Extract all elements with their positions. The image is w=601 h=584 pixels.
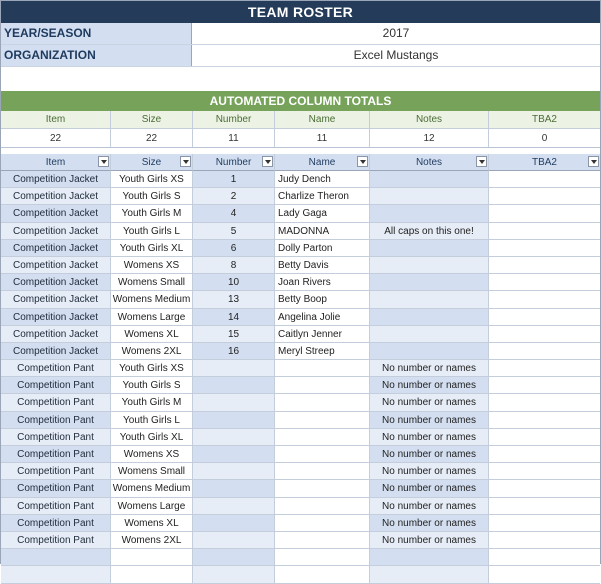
cell-tba2[interactable] [489,223,600,240]
cell-number[interactable]: 10 [193,274,275,291]
table-row [1,171,600,188]
cell-name[interactable] [275,480,370,497]
cell-notes[interactable] [370,343,489,360]
cell-item[interactable]: Competition Jacket [1,274,111,291]
cell-notes[interactable] [370,274,489,291]
column-header-number [193,154,275,171]
cell-item[interactable]: Competition Pant [1,480,111,497]
cell-name[interactable]: Dolly Parton [275,240,370,257]
filter-dropdown-icon[interactable] [98,156,109,167]
cell-name[interactable] [275,394,370,411]
column-header-name [275,154,370,171]
cell-size[interactable]: Womens Small [111,463,193,480]
cell-name[interactable]: Betty Davis [275,257,370,274]
cell-tba2[interactable] [489,412,600,429]
cell-item[interactable]: Competition Jacket [1,188,111,205]
cell-number[interactable] [193,463,275,480]
cell-name[interactable] [275,463,370,480]
cell-number[interactable]: 6 [193,240,275,257]
cell-number[interactable] [193,446,275,463]
table-row [1,377,600,394]
cell-notes[interactable] [370,205,489,222]
cell-notes[interactable] [370,171,489,188]
table-row [1,566,600,583]
column-header-label: Notes [415,157,443,168]
cell-tba2[interactable] [489,360,600,377]
table-row [1,532,600,549]
column-header-item [1,154,111,171]
year-season-value[interactable]: 2017 [192,23,600,44]
cell-size[interactable]: Womens XS [111,446,193,463]
totals-header-size: Size [111,111,193,129]
cell-number[interactable]: 14 [193,309,275,326]
cell-item[interactable]: Competition Pant [1,377,111,394]
table-row [1,326,600,343]
cell-notes[interactable] [370,309,489,326]
cell-item[interactable]: Competition Jacket [1,326,111,343]
cell-number[interactable]: 15 [193,326,275,343]
cell-name[interactable]: Joan Rivers [275,274,370,291]
cell-notes[interactable]: No number or names [370,480,489,497]
cell-notes[interactable]: All caps on this one! [370,223,489,240]
totals-header-row [1,111,600,129]
totals-value-tba2[interactable]: 0 [489,129,600,148]
table-row [1,412,600,429]
cell-tba2[interactable] [489,291,600,308]
table-row [1,309,600,326]
cell-tba2[interactable] [489,257,600,274]
cell-number[interactable] [193,532,275,549]
table-row [1,446,600,463]
column-header-tba2 [489,154,600,171]
cell-tba2[interactable] [489,309,600,326]
cell-size[interactable]: Womens XS [111,257,193,274]
cell-size[interactable]: Youth Girls XL [111,429,193,446]
cell-number[interactable] [193,394,275,411]
cell-tba2[interactable] [489,171,600,188]
filter-dropdown-icon[interactable] [476,156,487,167]
column-header-size [111,154,193,171]
cell-name[interactable] [275,429,370,446]
cell-item[interactable]: Competition Jacket [1,343,111,360]
totals-value-name[interactable]: 11 [275,129,370,148]
cell-tba2[interactable] [489,463,600,480]
cell-notes[interactable]: No number or names [370,394,489,411]
cell-tba2[interactable] [489,532,600,549]
cell-name[interactable]: Judy Dench [275,171,370,188]
table-row [1,188,600,205]
totals-header-name: Name [275,111,370,129]
table-row [1,360,600,377]
cell-number[interactable] [193,429,275,446]
cell-notes[interactable]: No number or names [370,412,489,429]
cell-number[interactable] [193,377,275,394]
cell-item[interactable]: Competition Jacket [1,171,111,188]
cell-notes[interactable] [370,188,489,205]
table-row [1,343,600,360]
cell-number[interactable] [193,360,275,377]
totals-value-notes[interactable]: 12 [370,129,489,148]
cell-name[interactable]: Betty Boop [275,291,370,308]
cell-notes[interactable]: No number or names [370,360,489,377]
filter-dropdown-icon[interactable] [588,156,599,167]
totals-header-tba2: TBA2 [489,111,600,129]
totals-value-item[interactable]: 22 [1,129,111,148]
cell-name[interactable] [275,498,370,515]
cell-tba2[interactable] [489,377,600,394]
cell-notes[interactable] [370,257,489,274]
cell-size[interactable]: Womens 2XL [111,343,193,360]
column-header-notes [370,154,489,171]
column-header-label: TBA2 [531,157,557,168]
cell-name[interactable] [275,446,370,463]
cell-number[interactable]: 4 [193,205,275,222]
cell-number[interactable]: 13 [193,291,275,308]
cell-item[interactable]: Competition Pant [1,412,111,429]
cell-name[interactable]: Caitlyn Jenner [275,326,370,343]
cell-notes[interactable]: No number or names [370,377,489,394]
cell-size[interactable]: Youth Girls S [111,377,193,394]
table-row [1,463,600,480]
cell-size[interactable]: Youth Girls XS [111,360,193,377]
table-header-row [1,154,600,171]
cell-size[interactable]: Womens Medium [111,291,193,308]
cell-name[interactable] [275,532,370,549]
table-row [1,274,600,291]
column-header-label: Name [308,157,336,168]
cell-name[interactable]: Lady Gaga [275,205,370,222]
cell-tba2[interactable] [489,205,600,222]
cell-number[interactable] [193,412,275,429]
cell-number[interactable]: 16 [193,343,275,360]
cell-item[interactable]: Competition Jacket [1,257,111,274]
cell-item[interactable]: Competition Jacket [1,309,111,326]
cell-item[interactable]: Competition Pant [1,463,111,480]
cell-notes[interactable] [370,291,489,308]
totals-value-row [1,129,600,148]
cell-item[interactable]: Competition Pant [1,446,111,463]
cell-name[interactable]: Charlize Theron [275,188,370,205]
year-season-label: YEAR/SEASON [1,23,192,44]
cell-size[interactable]: Youth Girls XS [111,171,193,188]
cell-tba2[interactable] [489,394,600,411]
info-row-organization [1,45,600,67]
cell-name[interactable] [275,360,370,377]
cell-item[interactable]: Competition Jacket [1,223,111,240]
cell-item[interactable]: Competition Pant [1,498,111,515]
table-row [1,240,600,257]
cell-size[interactable]: Womens XL [111,515,193,532]
table-row [1,223,600,240]
cell-notes[interactable] [370,326,489,343]
cell-tba2[interactable] [489,498,600,515]
cell-item[interactable]: Competition Jacket [1,205,111,222]
column-header-label: Size [141,157,162,168]
cell-tba2[interactable] [489,274,600,291]
totals-value-size[interactable]: 22 [111,129,193,148]
cell-item[interactable] [1,566,111,583]
organization-label: ORGANIZATION [1,45,192,66]
info-row-year [1,23,600,45]
cell-notes[interactable]: No number or names [370,515,489,532]
table-body [1,171,600,584]
cell-tba2[interactable] [489,566,600,583]
cell-name[interactable] [275,377,370,394]
cell-item[interactable]: Competition Pant [1,360,111,377]
cell-size[interactable]: Womens Large [111,498,193,515]
totals-header-item: Item [1,111,111,129]
filter-dropdown-icon[interactable] [262,156,273,167]
table-row [1,257,600,274]
cell-size[interactable]: Womens Medium [111,480,193,497]
totals-header-number: Number [193,111,275,129]
cell-name[interactable] [275,566,370,583]
table-row [1,515,600,532]
cell-tba2[interactable] [489,429,600,446]
cell-notes[interactable]: No number or names [370,446,489,463]
table-row [1,291,600,308]
cell-item[interactable]: Competition Pant [1,532,111,549]
cell-number[interactable] [193,566,275,583]
cell-number[interactable] [193,515,275,532]
table-row [1,429,600,446]
cell-tba2[interactable] [489,446,600,463]
cell-item[interactable]: Competition Pant [1,394,111,411]
cell-name[interactable] [275,412,370,429]
cell-size[interactable]: Womens Small [111,274,193,291]
cell-notes[interactable]: No number or names [370,463,489,480]
cell-number[interactable] [193,480,275,497]
cell-tba2[interactable] [489,480,600,497]
totals-value-number[interactable]: 11 [193,129,275,148]
cell-tba2[interactable] [489,343,600,360]
filter-dropdown-icon[interactable] [180,156,191,167]
sheet-title: TEAM ROSTER [1,1,600,23]
cell-size[interactable]: Womens XL [111,326,193,343]
cell-number[interactable]: 5 [193,223,275,240]
cell-size[interactable]: Youth Girls L [111,412,193,429]
filter-dropdown-icon[interactable] [357,156,368,167]
organization-value[interactable]: Excel Mustangs [192,45,600,66]
cell-notes[interactable] [370,240,489,257]
cell-notes[interactable]: No number or names [370,498,489,515]
table-row [1,498,600,515]
table-row [1,394,600,411]
cell-item[interactable]: Competition Pant [1,515,111,532]
spacer [1,67,600,91]
cell-item[interactable]: Competition Jacket [1,240,111,257]
cell-size[interactable]: Youth Girls M [111,394,193,411]
cell-notes[interactable]: No number or names [370,429,489,446]
cell-item[interactable]: Competition Jacket [1,291,111,308]
cell-size[interactable] [111,566,193,583]
cell-tba2[interactable] [489,515,600,532]
cell-size[interactable]: Womens 2XL [111,532,193,549]
cell-item[interactable]: Competition Pant [1,429,111,446]
cell-number[interactable]: 8 [193,257,275,274]
table-row [1,205,600,222]
column-header-label: Number [215,157,252,168]
cell-notes[interactable]: No number or names [370,532,489,549]
cell-number[interactable] [193,498,275,515]
cell-size[interactable]: Womens Large [111,309,193,326]
totals-title: AUTOMATED COLUMN TOTALS [1,91,600,111]
cell-tba2[interactable] [489,240,600,257]
column-header-label: Item [45,157,66,168]
cell-notes[interactable] [370,566,489,583]
cell-name[interactable]: Meryl Streep [275,343,370,360]
cell-name[interactable]: MADONNA [275,223,370,240]
cell-size[interactable]: Youth Girls S [111,188,193,205]
table-row [1,480,600,497]
cell-number[interactable]: 2 [193,188,275,205]
cell-size[interactable]: Youth Girls M [111,205,193,222]
cell-number[interactable]: 1 [193,171,275,188]
cell-size[interactable]: Youth Girls L [111,223,193,240]
cell-name[interactable] [275,515,370,532]
cell-size[interactable]: Youth Girls XL [111,240,193,257]
cell-tba2[interactable] [489,188,600,205]
cell-tba2[interactable] [489,326,600,343]
cell-name[interactable]: Angelina Jolie [275,309,370,326]
totals-header-notes: Notes [370,111,489,129]
